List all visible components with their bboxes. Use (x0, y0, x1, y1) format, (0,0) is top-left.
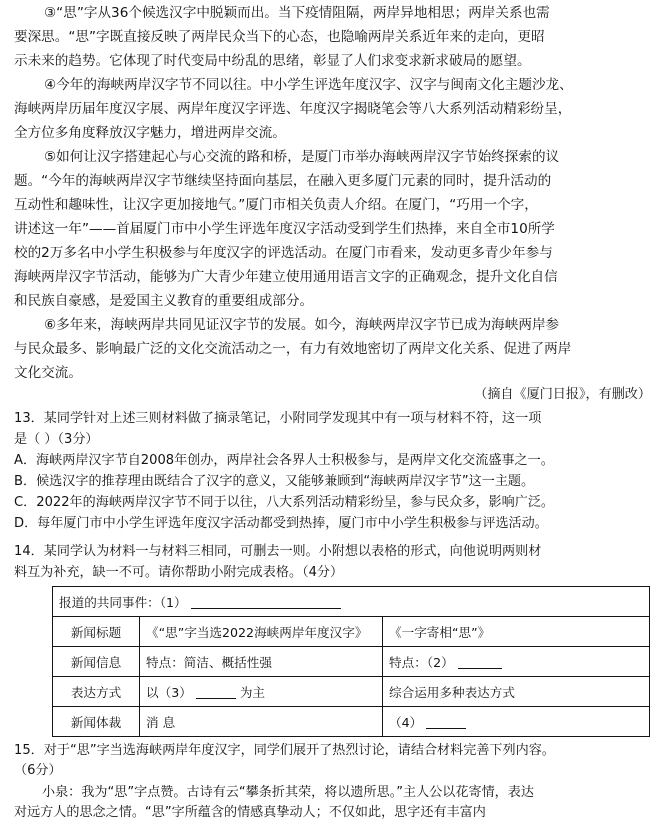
answer-blank-4[interactable] (426, 715, 466, 729)
passage-line: ⑥多年来，海峡两岸共同见证汉字节的发展。如今，海峡两岸汉字节已成为海峡两岸参 (44, 317, 560, 333)
row-label: 表达方式 (53, 677, 140, 707)
q15-stem-cont: （6分） (14, 763, 62, 778)
material1-cell (140, 677, 383, 707)
answer-blank-3[interactable] (196, 685, 236, 699)
q13-option-c[interactable]: C．2022年的海峡两岸汉字节不同于以往，八大系列活动精彩纷呈，参与民众多，影响广泛。 (14, 495, 555, 510)
passage-line: 和民族自豪感，是爱国主义教育的重要组成部分。 (14, 293, 314, 309)
q14-stem: 14．某同学认为材料一与材料三相同，可删去一则。小附想以表格的形式，向他说明两则材 (14, 544, 542, 559)
common-event-label: 报道的共同事件：（1） (59, 595, 187, 610)
passage-line: 讲述这一年”——首届厦门市中小学生评选年度汉字活动受到学生们热捧，来自全市10所学 (14, 221, 555, 237)
passage-line: 互动性和趣味性，让汉字更加接地气。”厦门市相关负责人介绍。在厦门，“巧用一个字， (14, 197, 538, 213)
q13-option-b[interactable]: B．候选汉字的推荐理由既结合了汉字的意义，又能够兼顾到“海峡两岸汉字节”这一主题。 (14, 474, 535, 489)
passage-line: 题。“今年的海峡两岸汉字节继续坚持面向基层，在融入更多厦门元素的同时，提升活动的 (14, 173, 552, 189)
cell-suffix: 为主 (239, 685, 266, 700)
table-row (53, 677, 650, 707)
material3-cell: 综合运用多种表达方式 (383, 677, 650, 707)
material1-cell: 消 息 (140, 707, 383, 737)
passage-line: 要深思。“思”字既直接反映了两岸民众当下的心态，也隐喻两岸关系近年来的走向，更昭 (14, 29, 545, 45)
material3-cell (383, 707, 650, 737)
passage-line: ④今年的海峡两岸汉字节不同以往。中小学生评选年度汉字、汉字与闽南文化主题沙龙、 (44, 77, 573, 93)
table-row (53, 587, 650, 617)
material3-cell (383, 647, 650, 677)
q13-option-d[interactable]: D．每年厦门市中小学生评选年度汉字活动都受到热捧，厦门市中小学生积极参与评选活动。 (14, 516, 548, 531)
q15-stem: 15．对于“思”字当选海峡两岸年度汉字，同学们展开了热烈讨论，请结合材料完善下列内容。 (14, 743, 555, 758)
common-event-cell (53, 587, 650, 617)
row-label: 新闻标题 (53, 617, 140, 647)
row-label: 新闻体裁 (53, 707, 140, 737)
q14-stem-cont: 料互为补充，缺一不可。请你帮助小附完成表格。（4分） (14, 565, 344, 580)
passage-line: 海峡两岸历届年度汉字展、两岸年度汉字评选、年度汉字揭晓笔会等八大系列活动精彩纷呈， (14, 101, 572, 117)
passage-line: 与民众最多、影响最广泛的文化交流活动之一，有力有效地密切了两岸文化关系、促进了两岸 (14, 341, 572, 357)
material1-cell: 《“思”字当选2022海峡两岸年度汉字》 (140, 617, 383, 647)
table-row (53, 617, 650, 647)
q13-stem: 13．某同学针对上述三则材料做了摘录笔记，小附同学发现其中有一项与材料不符，这一项 (14, 411, 542, 426)
q15-dialogue-line: 对远方人的思念之情。“思”字所蕴含的情感真挚动人；不仅如此，思字还有丰富内 (14, 805, 486, 820)
q15-dialogue-line: 小泉：我为“思”字点赞。古诗有云“攀条折其荣，将以遗所思。”主人公以花寄情，表达 (42, 785, 534, 800)
passage-line: 全方位多角度释放汉字魅力，增进两岸交流。 (14, 125, 286, 141)
passage-line: 校的2万多名中小学生积极参与年度汉字的评选活动。在厦门市看来，发动更多青少年参与 (14, 245, 553, 261)
passage-line: 示未来的趋势。它体现了时代变局中纷乱的思绪，彰显了人们求变求新求破局的愿望。 (14, 53, 531, 69)
table-row (53, 707, 650, 737)
source-citation: （摘自《厦门日报》，有删改） (474, 387, 651, 402)
passage-line: ③“思”字从36个候选汉字中脱颖而出。当下疫情阻隔，两岸异地相思；两岸关系也需 (44, 5, 550, 21)
row-label: 新闻信息 (53, 647, 140, 677)
passage-line: ⑤如何让汉字搭建起心与心交流的路和桥，是厦门市举办海峡两岸汉字节始终探索的议 (44, 149, 560, 165)
passage-line: 海峡两岸汉字节活动，能够为广大青少年建立使用通用语言文字的正确观念，提升文化自信 (14, 269, 558, 285)
answer-blank-2[interactable] (458, 655, 502, 669)
answer-blank-1[interactable] (191, 595, 341, 609)
news-comparison-table (52, 586, 650, 737)
cell-prefix: 以（3） (146, 685, 192, 700)
material3-cell: 《一字寄相“思”》 (383, 617, 650, 647)
cell-prefix: （4） (389, 715, 423, 730)
material1-cell: 特点：简洁、概括性强 (140, 647, 383, 677)
q13-option-a[interactable]: A．海峡两岸汉字节自2008年创办，两岸社会各界人士积极参与，是两岸文化交流盛事之一。 (14, 453, 554, 468)
passage-line: 文化交流。 (14, 365, 82, 381)
table-row (53, 647, 650, 677)
q13-stem-cont: 是（ ）（3分） (14, 432, 99, 447)
cell-prefix: 特点：（2） (389, 655, 454, 670)
